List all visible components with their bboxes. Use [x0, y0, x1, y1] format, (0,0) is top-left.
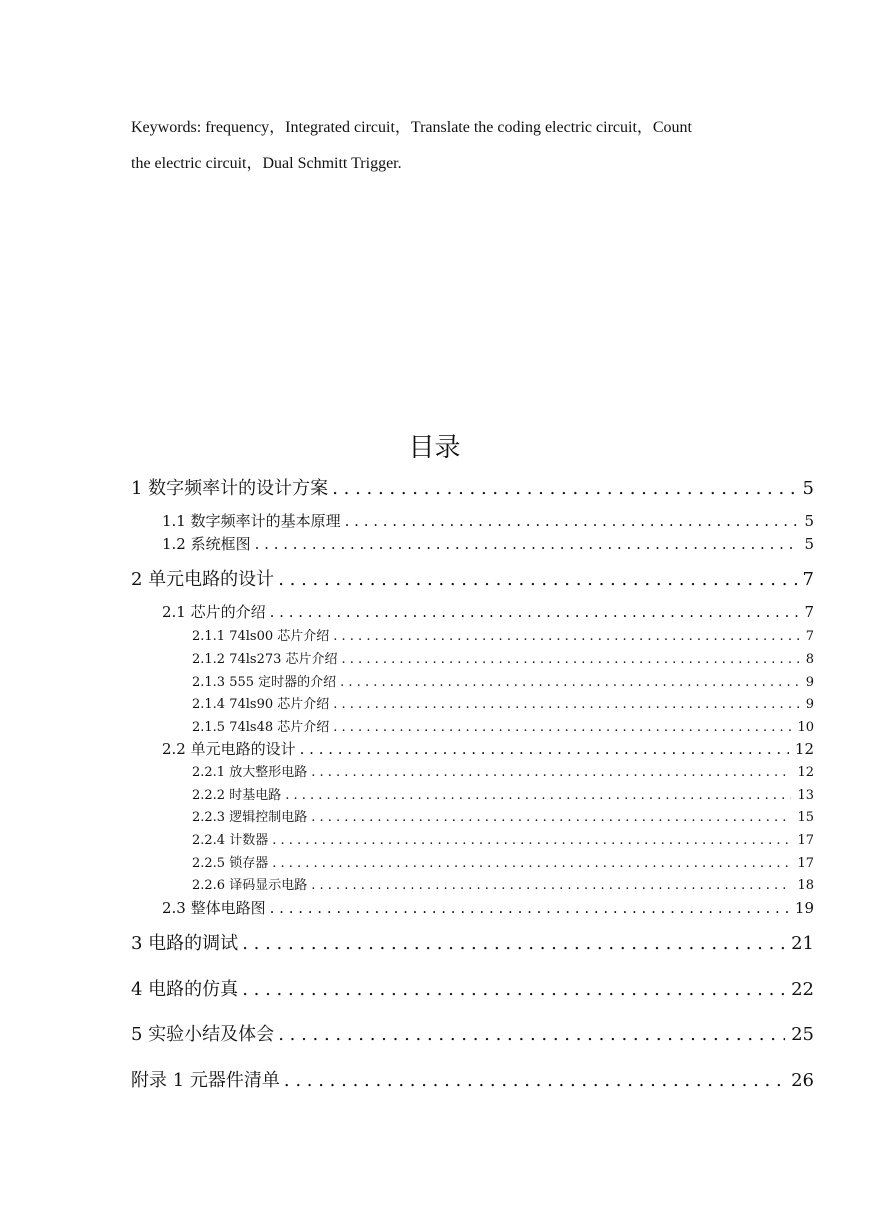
toc-leader: [333, 628, 799, 645]
toc-entry[interactable]: [131, 569, 814, 591]
toc-entry-page: 10: [797, 720, 814, 735]
toc-entry-page: 7: [805, 629, 814, 644]
toc-entry-label: 2.1.3 555 定时器的介绍: [192, 675, 337, 690]
toc-entry-page: 15: [797, 810, 814, 825]
toc-leader: [300, 740, 789, 759]
toc-entry-page: 21: [791, 933, 814, 954]
toc-leader: [242, 979, 785, 1001]
toc-entry-page: 5: [804, 535, 814, 553]
toc-leader: [242, 933, 785, 955]
toc-entry-label: 2.2.2 时基电路: [192, 788, 282, 803]
toc-entry-page: 9: [805, 697, 814, 712]
toc-leader: [340, 674, 800, 691]
toc-entry-page: 12: [797, 765, 814, 780]
toc-entry-label: 2.2.3 逻辑控制电路: [192, 810, 308, 825]
toc-entry-page: 26: [791, 1070, 814, 1091]
toc-entry-label: 2.2.4 计数器: [192, 833, 269, 848]
toc-entry-label: 2.1 芯片的介绍: [162, 603, 266, 621]
toc-leader: [272, 855, 791, 872]
toc-leader: [272, 832, 791, 849]
toc-entry[interactable]: [192, 877, 814, 894]
toc-entry-label: 2.2 单元电路的设计: [162, 740, 296, 758]
toc-entry-label: 3 电路的调试: [131, 933, 239, 954]
toc-entry-page: 17: [797, 833, 814, 848]
toc-entry-page: 17: [797, 856, 814, 871]
toc-leader: [333, 719, 791, 736]
toc-entry[interactable]: [192, 719, 814, 736]
toc-leader: [311, 877, 791, 894]
toc-entry-label: 附录 1 元器件清单: [131, 1070, 280, 1091]
toc-entry[interactable]: [131, 1024, 814, 1046]
toc-leader: [333, 696, 799, 713]
toc-entry[interactable]: [192, 855, 814, 872]
toc-entry[interactable]: [162, 603, 814, 622]
toc-entry-page: 13: [797, 788, 814, 803]
toc-entry[interactable]: [192, 764, 814, 781]
toc-leader: [270, 603, 799, 622]
toc-entry[interactable]: [192, 787, 814, 804]
toc-entry-label: 2.1.1 74ls00 芯片介绍: [192, 629, 330, 644]
toc-entry[interactable]: [192, 809, 814, 826]
toc-entry-label: 2.2.5 锁存器: [192, 856, 269, 871]
toc-leader: [311, 764, 791, 781]
toc-leader: [332, 478, 796, 500]
toc-entry[interactable]: [192, 628, 814, 645]
toc-entry-page: 18: [797, 878, 814, 893]
toc-entry-label: 2.3 整体电路图: [162, 899, 266, 917]
toc-entry-page: 5: [802, 478, 814, 499]
toc-leader: [345, 512, 799, 531]
toc-entry-page: 5: [804, 512, 814, 530]
toc-entry-label: 2.2.1 放大整形电路: [192, 765, 308, 780]
toc-entry[interactable]: [131, 979, 814, 1001]
toc-leader: [270, 899, 789, 918]
toc-leader: [342, 651, 800, 668]
toc-entry-label: 1 数字频率计的设计方案: [131, 478, 329, 499]
toc-entry-label: 4 电路的仿真: [131, 979, 239, 1000]
toc-leader: [311, 809, 791, 826]
toc-entry-label: 1.2 系统框图: [162, 535, 251, 553]
keywords-line-2: the electric circuit，Dual Schmitt Trigger.: [131, 155, 402, 172]
toc-entry[interactable]: [131, 478, 814, 500]
toc-entry-page: 7: [802, 569, 814, 590]
toc-leader: [255, 535, 799, 554]
toc-entry[interactable]: [162, 740, 814, 759]
toc-title: 目录: [408, 433, 461, 463]
toc-entry-label: 2.1.5 74ls48 芯片介绍: [192, 720, 330, 735]
toc-entry-page: 22: [791, 979, 814, 1000]
toc-entry[interactable]: [192, 674, 814, 691]
toc-entry-page: 9: [805, 675, 814, 690]
toc-entry[interactable]: [192, 696, 814, 713]
toc-entry-page: 7: [804, 603, 814, 621]
toc-leader: [285, 787, 791, 804]
toc-entry[interactable]: [162, 512, 814, 531]
toc-entry-label: 5 实验小结及体会: [131, 1024, 275, 1045]
toc-entry[interactable]: [131, 1070, 814, 1092]
toc-entry-label: 2 单元电路的设计: [131, 569, 275, 590]
toc-leader: [278, 569, 796, 591]
toc-entry[interactable]: [162, 899, 814, 918]
toc-entry-label: 2.1.4 74ls90 芯片介绍: [192, 697, 330, 712]
toc-entry-page: 8: [805, 652, 814, 667]
toc-entry-page: 12: [794, 740, 814, 758]
toc-entry[interactable]: [192, 651, 814, 668]
keywords-line-1: Keywords: frequency，Integrated circuit，Translate the coding electric circuit，Count: [131, 119, 692, 136]
toc-entry-label: 2.2.6 译码显示电路: [192, 878, 308, 893]
toc-leader: [278, 1024, 785, 1046]
toc-entry[interactable]: [192, 832, 814, 849]
toc-entry-label: 2.1.2 74ls273 芯片介绍: [192, 652, 338, 667]
toc-entry-page: 25: [791, 1024, 814, 1045]
toc-entry-label: 1.1 数字频率计的基本原理: [162, 512, 341, 530]
toc-entry-page: 19: [794, 899, 814, 917]
toc-entry[interactable]: [162, 535, 814, 554]
toc-leader: [284, 1070, 785, 1092]
toc-entry[interactable]: [131, 933, 814, 955]
